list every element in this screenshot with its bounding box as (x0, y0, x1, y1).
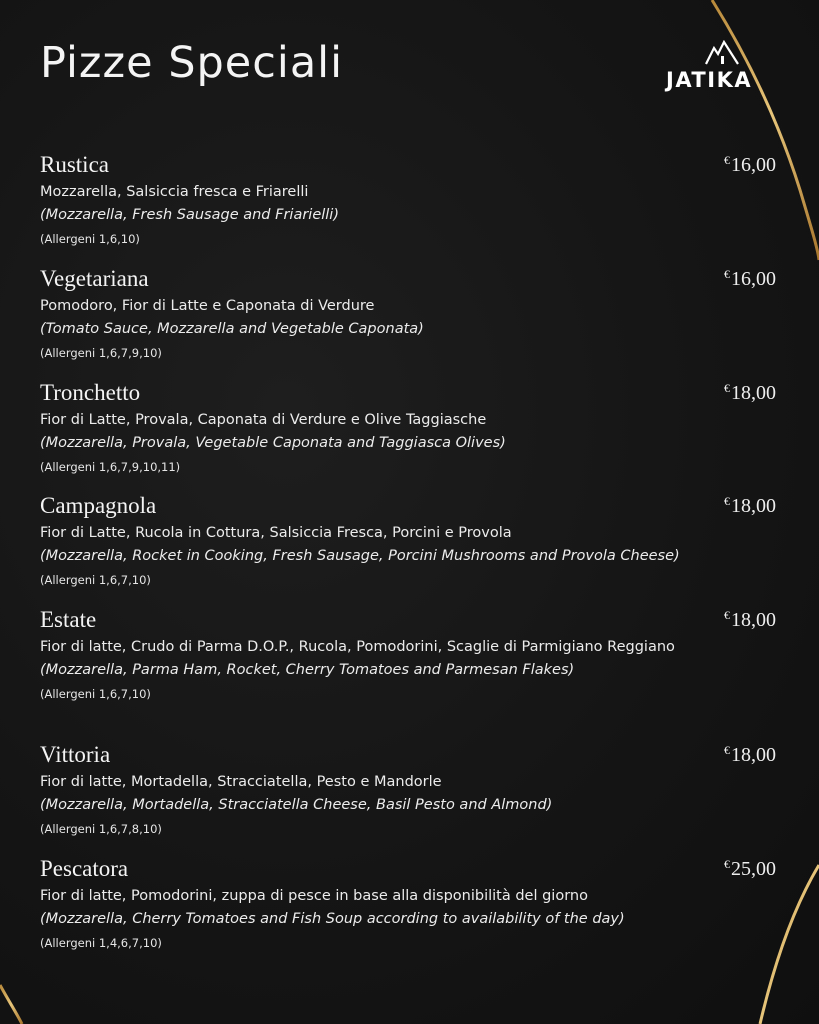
menu-item-vittoria (40, 742, 785, 841)
item-description: Fior di Latte, Rucola in Cottura, Salsiccia Fresca, Porcini e Provola (40, 525, 512, 541)
currency-symbol: € (724, 857, 730, 871)
price-value: 16,00 (731, 154, 776, 176)
item-english-description: (Mozzarella, Cherry Tomatoes and Fish Soup according to availability of the day) (40, 911, 625, 927)
item-description: Mozzarella, Salsiccia fresca e Friarelli (40, 184, 309, 200)
price-value: 18,00 (731, 382, 776, 404)
item-allergens: (Allergeni 1,6,7,8,10) (40, 822, 162, 836)
item-price (724, 153, 776, 177)
item-price (724, 267, 776, 291)
item-description: Fior di latte, Mortadella, Stracciatella, Pesto e Mandorle (40, 774, 442, 790)
item-english-description: (Mozzarella, Fresh Sausage and Friarielli) (40, 207, 339, 223)
currency-symbol: € (724, 267, 730, 281)
item-english-description: (Mozzarella, Rocket in Cooking, Fresh Sausage, Porcini Mushrooms and Provola Cheese) (40, 548, 680, 564)
menu-item-vegetariana (40, 266, 785, 365)
item-name: Estate (40, 607, 97, 632)
menu-item-campagnola (40, 493, 785, 592)
item-english-description: (Mozzarella, Provala, Vegetable Caponata and Taggiasca Olives) (40, 435, 506, 451)
item-name: Vegetariana (40, 266, 149, 291)
item-description: Fior di latte, Pomodorini, zuppa di pesce in base alla disponibilità del giorno (40, 888, 588, 904)
currency-symbol: € (724, 608, 730, 622)
item-description: Fior di latte, Crudo di Parma D.O.P., Rucola, Pomodorini, Scaglie di Parmigiano Reggiano (40, 639, 675, 655)
item-name: Pescatora (40, 856, 129, 881)
item-allergens: (Allergeni 1,6,7,10) (40, 573, 151, 587)
menu-item-estate (40, 607, 785, 706)
mountain-logo-icon (704, 40, 740, 66)
item-price (724, 608, 776, 632)
price-value: 18,00 (731, 744, 776, 766)
brand-name: JATIKA (666, 68, 753, 92)
item-description: Pomodoro, Fior di Latte e Caponata di Verdure (40, 298, 375, 314)
item-price (724, 743, 776, 767)
currency-symbol: € (724, 494, 730, 508)
currency-symbol: € (724, 381, 730, 395)
price-value: 18,00 (731, 609, 776, 631)
item-name: Vittoria (40, 742, 111, 767)
currency-symbol: € (724, 743, 730, 757)
item-name: Tronchetto (40, 380, 141, 405)
price-value: 18,00 (731, 495, 776, 517)
item-price (724, 381, 776, 405)
item-allergens: (Allergeni 1,4,6,7,10) (40, 936, 162, 950)
item-price (724, 857, 776, 881)
price-value: 16,00 (731, 268, 776, 290)
menu-item-pescatora (40, 856, 785, 955)
menu-item-rustica (40, 152, 785, 251)
item-description: Fior di Latte, Provala, Caponata di Verdure e Olive Taggiasche (40, 412, 487, 428)
page-title: Pizze Speciali (40, 38, 344, 88)
item-allergens: (Allergeni 1,6,10) (40, 232, 140, 246)
item-english-description: (Tomato Sauce, Mozzarella and Vegetable Caponata) (40, 321, 424, 337)
item-allergens: (Allergeni 1,6,7,9,10,11) (40, 460, 181, 474)
item-english-description: (Mozzarella, Parma Ham, Rocket, Cherry Tomatoes and Parmesan Flakes) (40, 662, 575, 678)
price-value: 25,00 (731, 858, 776, 880)
item-name: Rustica (40, 152, 109, 177)
currency-symbol: € (724, 153, 730, 167)
item-allergens: (Allergeni 1,6,7,9,10) (40, 346, 162, 360)
brand-logo (666, 38, 776, 98)
item-allergens: (Allergeni 1,6,7,10) (40, 687, 151, 701)
item-price (724, 494, 776, 518)
item-english-description: (Mozzarella, Mortadella, Stracciatella Cheese, Basil Pesto and Almond) (40, 797, 553, 813)
item-name: Campagnola (40, 493, 157, 518)
menu-item-tronchetto (40, 380, 785, 479)
